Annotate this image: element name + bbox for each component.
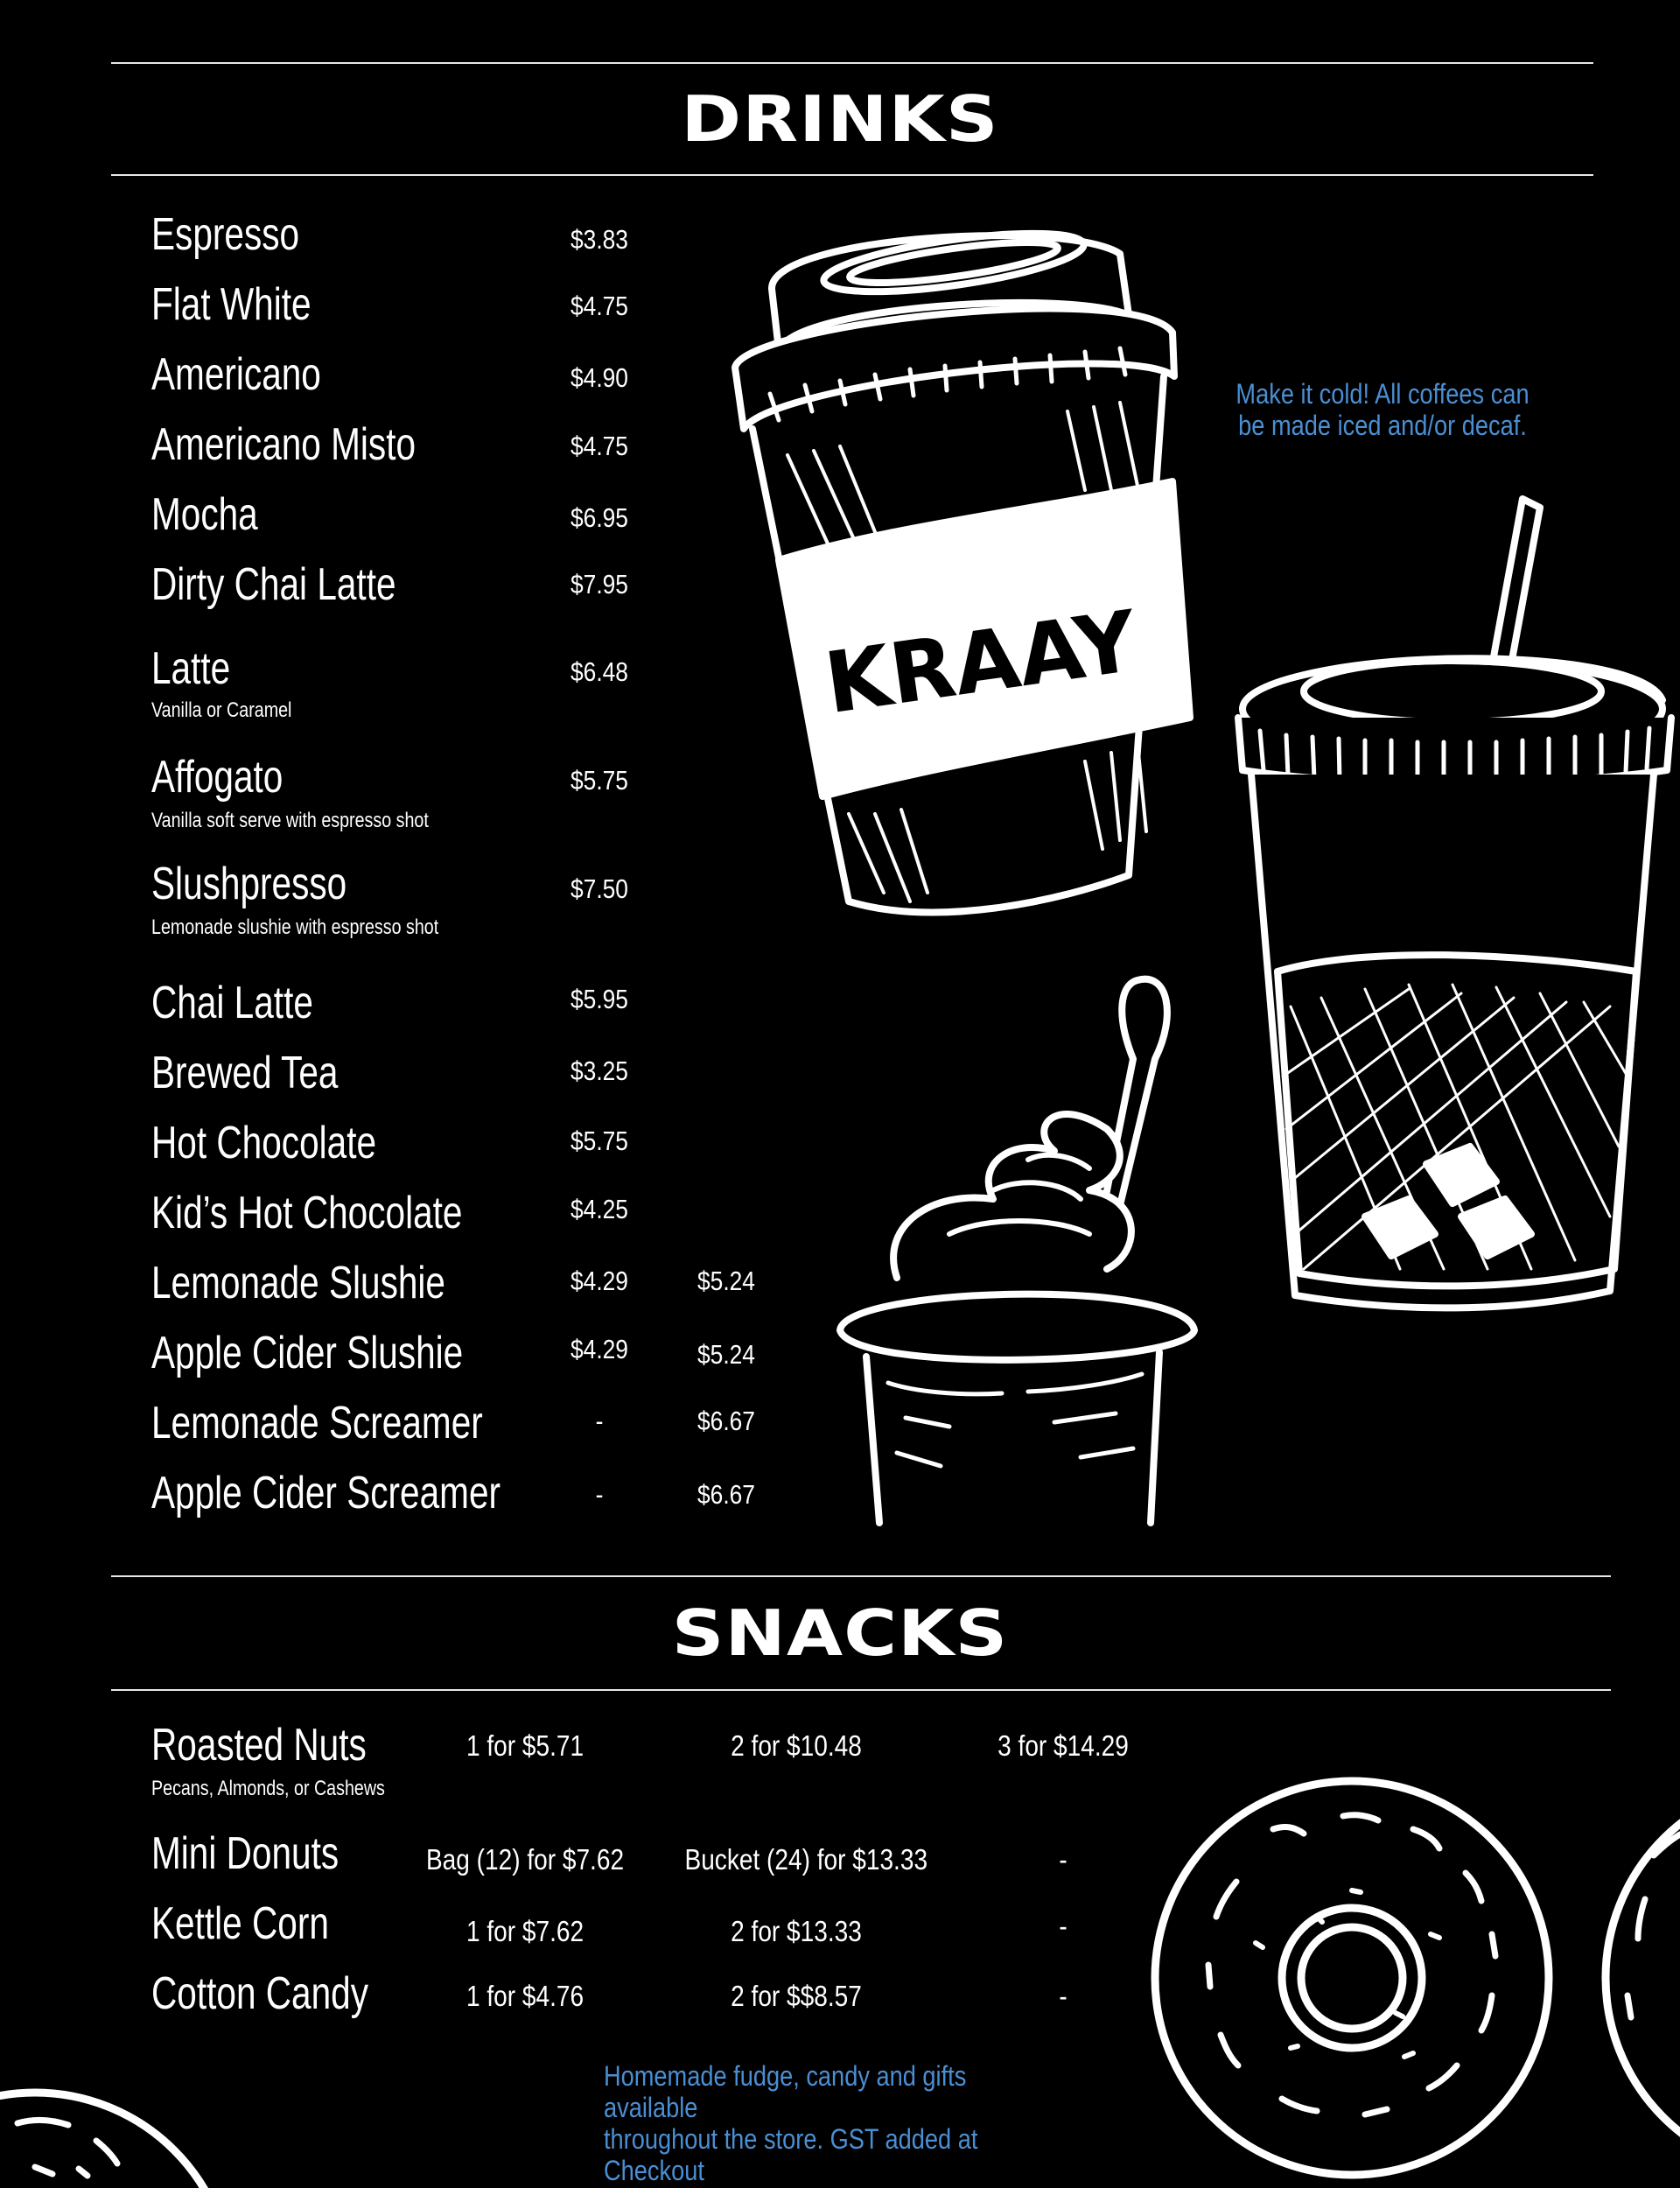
drink-price: $5.75 xyxy=(570,1126,628,1156)
snack-price-double: Bucket (24) for $13.33 xyxy=(684,1843,928,1876)
drink-name: Kid’s Hot Chocolate xyxy=(151,1188,463,1238)
drink-name: Mocha xyxy=(151,489,258,540)
cold-drinks-note: Make it cold! All coffees can be made iced and/or decaf. xyxy=(1236,378,1530,441)
snack-price-triple: - xyxy=(1059,1980,1068,2012)
snack-price-single: 1 for $4.76 xyxy=(466,1980,584,2012)
snacks-top-rule xyxy=(111,1575,1611,1577)
drink-price: $4.29 xyxy=(570,1334,628,1364)
snack-description: Pecans, Almonds, or Cashews xyxy=(151,1777,385,1800)
drink-price: $4.75 xyxy=(570,291,628,321)
drink-name: Americano xyxy=(151,349,321,400)
snack-price-single: 1 for $5.71 xyxy=(466,1729,584,1762)
donut-icon xyxy=(1592,1768,1680,2188)
drink-price: $4.75 xyxy=(570,431,628,461)
store-footer-note-line1: Homemade fudge, candy and gifts available xyxy=(604,2060,967,2123)
drink-name: Chai Latte xyxy=(151,978,313,1028)
store-footer-note xyxy=(604,2060,1020,2186)
snack-name: Kettle Corn xyxy=(151,1898,329,1949)
soft-serve-icon xyxy=(827,963,1203,1523)
drink-price: $4.25 xyxy=(570,1194,628,1224)
drink-price: $7.50 xyxy=(570,873,628,904)
drink-name: Lemonade Slushie xyxy=(151,1258,445,1308)
drink-price: $4.29 xyxy=(570,1266,628,1296)
drink-name: Affogato xyxy=(151,752,284,803)
drink-price-large: $5.24 xyxy=(697,1266,755,1296)
drink-price: $6.95 xyxy=(570,502,628,533)
snack-name: Mini Donuts xyxy=(151,1828,340,1879)
snack-price-double: 2 for $13.33 xyxy=(731,1915,862,1947)
snack-price-triple: - xyxy=(1059,1843,1068,1876)
snack-price-single: Bag (12) for $7.62 xyxy=(425,1843,625,1876)
drink-name: Espresso xyxy=(151,209,300,260)
drink-price-large: $5.24 xyxy=(697,1339,755,1370)
drink-description: Vanilla or Caramel xyxy=(151,698,292,722)
snacks-bottom-rule xyxy=(111,1689,1611,1691)
drink-name: Americano Misto xyxy=(151,419,416,470)
drink-price: $5.75 xyxy=(570,765,628,796)
drink-price-large: $6.67 xyxy=(697,1406,755,1436)
drink-price: $4.90 xyxy=(570,362,628,393)
drink-name: Dirty Chai Latte xyxy=(151,559,396,610)
drink-price: $7.95 xyxy=(570,569,628,600)
snacks-title: SNACKS xyxy=(671,1596,1009,1670)
snack-price-double: 2 for $$8.57 xyxy=(731,1980,862,2012)
drink-price: - xyxy=(595,1406,604,1436)
drink-price: - xyxy=(595,1479,604,1510)
drink-name: Apple Cider Slushie xyxy=(151,1328,464,1378)
store-footer-note-line2: throughout the store. GST added at Checkout xyxy=(604,2123,978,2186)
drink-price: $5.95 xyxy=(570,984,628,1014)
drink-name: Apple Cider Screamer xyxy=(151,1468,501,1518)
drink-name: Brewed Tea xyxy=(151,1048,339,1098)
iced-drink-icon xyxy=(1225,481,1680,1339)
drinks-title: DRINKS xyxy=(681,82,999,156)
cup-logo-text: KRAAY xyxy=(819,592,1143,733)
snack-price-double: 2 for $10.48 xyxy=(731,1729,862,1762)
snack-price-single: 1 for $7.62 xyxy=(466,1915,584,1947)
drink-price: $3.25 xyxy=(570,1055,628,1086)
drink-name: Flat White xyxy=(151,279,312,330)
donut-icon xyxy=(0,2071,210,2184)
snack-name: Roasted Nuts xyxy=(151,1720,367,1771)
drink-price: $6.48 xyxy=(570,656,628,687)
drinks-top-rule xyxy=(111,62,1593,64)
drink-price-large: $6.67 xyxy=(697,1479,755,1510)
drink-name: Lemonade Screamer xyxy=(151,1398,483,1448)
snack-price-triple: 3 for $14.29 xyxy=(998,1729,1129,1762)
drink-description: Lemonade slushie with espresso shot xyxy=(151,915,439,939)
drink-price: $3.83 xyxy=(570,224,628,255)
drink-name: Slushpresso xyxy=(151,859,347,909)
drink-name: Hot Chocolate xyxy=(151,1118,377,1168)
coffee-cup-icon xyxy=(718,201,1208,954)
donut-icon xyxy=(1142,1768,1562,2188)
snack-name: Cotton Candy xyxy=(151,1968,369,2019)
snack-price-triple: - xyxy=(1059,1910,1068,1942)
drink-name: Latte xyxy=(151,643,231,694)
drinks-bottom-rule xyxy=(111,174,1593,176)
drink-description: Vanilla soft serve with espresso shot xyxy=(151,809,429,832)
